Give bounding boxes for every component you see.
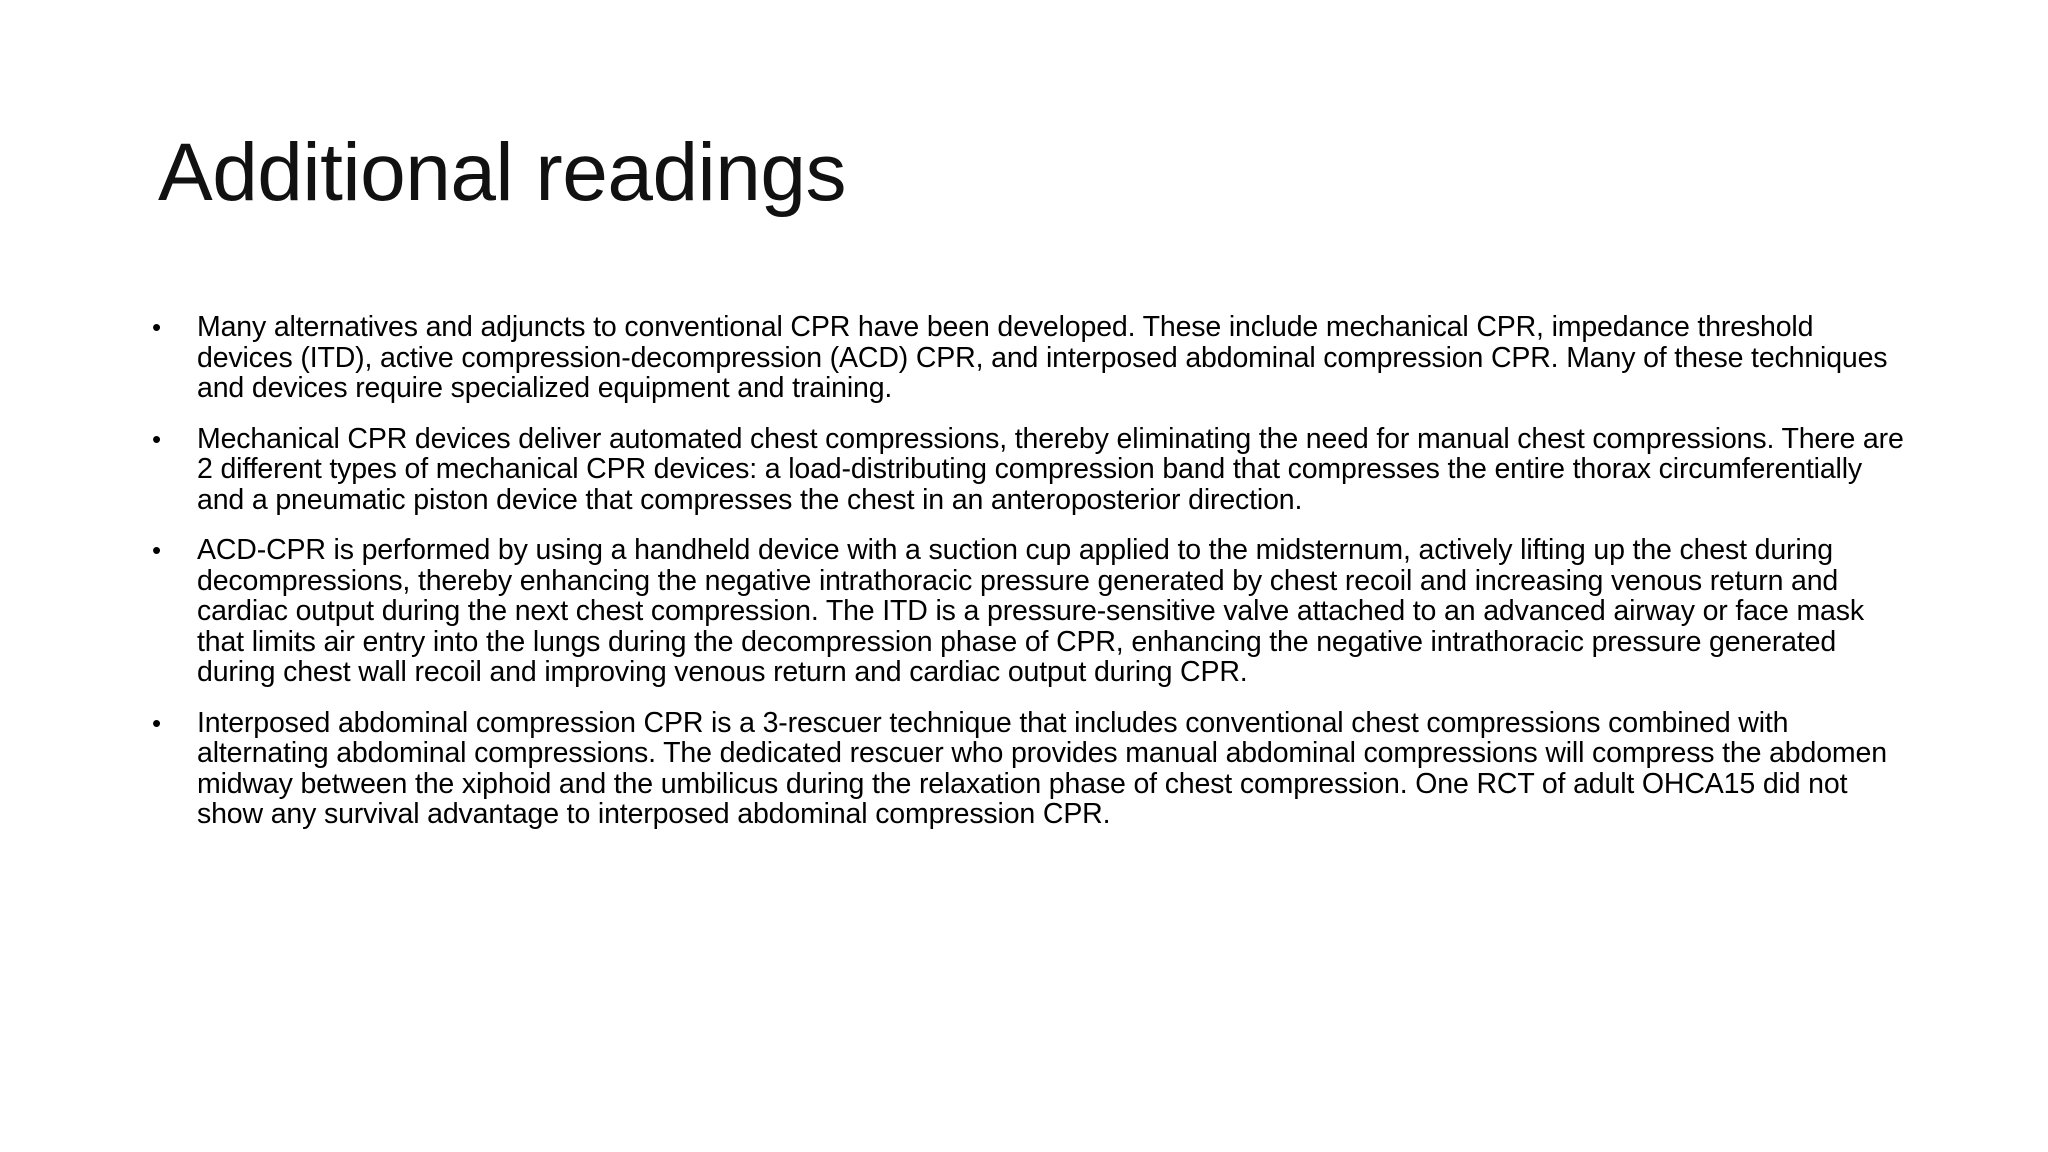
bullet-text: Interposed abdominal compression CPR is a 3-rescuer technique that includes conventional chest compressions combined with alternating abdominal compressions. The dedicated rescuer who provides manual abdominal compressions will compress the abdomen midway between the xiphoid and the umbilicus during the relaxation phase of chest compression. One RCT of adult OHCA15 did not show any survival advantage to interposed abdominal compression CPR. (197, 706, 1887, 830)
bullet-item (152, 535, 1912, 688)
bullet-text: ACD-CPR is performed by using a handheld device with a suction cup applied to the midsternum, actively lifting up the chest during decompressions, thereby enhancing the negative intrathoracic pressure generated by chest recoil and increasing venous return and cardiac output during the next chest compression. The ITD is a pressure-sensitive valve attached to an advanced airway or face mask that limits air entry into the lungs during the decompression phase of CPR, enhancing the negative intrathoracic pressure generated during chest wall recoil and improving venous return and cardiac output during CPR. (197, 534, 1864, 688)
bullet-dot-icon: • (152, 312, 161, 342)
bullet-item (152, 424, 1912, 516)
bullet-item (152, 708, 1912, 830)
bullet-item (152, 312, 1912, 404)
bullet-text: Mechanical CPR devices deliver automated chest compressions, thereby eliminating the need for manual chest compressions. There are 2 different types of mechanical CPR devices: a load-distributing compression band that compresses the entire thorax circumferentially and a pneumatic piston device that compresses the chest in an anteroposterior direction. (197, 422, 1904, 516)
bullet-text: Many alternatives and adjuncts to conventional CPR have been developed. These include mechanical CPR, impedance threshold devices (ITD), active compression-decompression (ACD) CPR, and interposed abdominal compression CPR. Many of these techniques and devices require specialized equipment and training. (197, 311, 1888, 404)
bullet-dot-icon: • (152, 535, 161, 565)
bullet-dot-icon: • (152, 707, 161, 738)
slide-title: Additional readings (158, 127, 846, 218)
bullet-list (152, 312, 1912, 850)
bullet-dot-icon: • (152, 423, 161, 454)
